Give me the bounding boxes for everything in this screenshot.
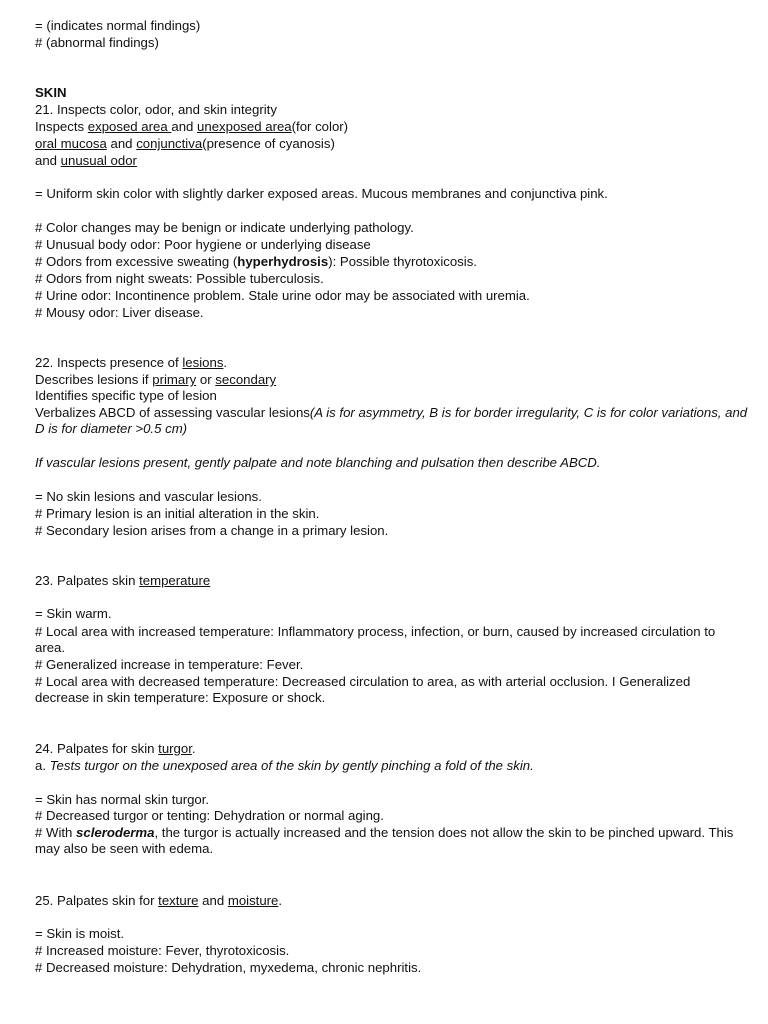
item-21-normal: = Uniform skin color with slightly darker exposed areas. Mucous membranes and conjunctiva pink. — [35, 186, 608, 201]
item-21-abnormal-5: # Urine odor: Incontinence problem. Stale urine odor may be associated with uremia. — [35, 288, 530, 303]
item-22-normal: = No skin lesions and vascular lesions. — [35, 489, 262, 504]
item-21-line-4: and unusual odor — [35, 153, 137, 168]
item-21-title: 21. Inspects color, odor, and skin integrity — [35, 102, 277, 117]
item-21-line-3: oral mucosa and conjunctiva(presence of cyanosis) — [35, 136, 335, 151]
item-24-abnormal-2: # With scleroderma, the turgor is actually increased and the tension does not allow the skin to be pinched upward. This may also be seen with edema. — [35, 825, 734, 856]
item-21-line-2: Inspects exposed area and unexposed area(for color) — [35, 119, 349, 134]
item-23-title: 23. Palpates skin temperature — [35, 573, 211, 588]
item-22-title: 22. Inspects presence of lesions. — [35, 355, 228, 370]
item-21-abnormal-2: # Unusual body odor: Poor hygiene or underlying disease — [35, 237, 371, 252]
item-22-line-2: Describes lesions if primary or secondary — [35, 372, 277, 387]
section-title: SKIN — [35, 85, 67, 100]
item-21-abnormal-4: # Odors from night sweats: Possible tuberculosis. — [35, 271, 324, 286]
item-21-abnormal-6: # Mousy odor: Liver disease. — [35, 305, 204, 320]
item-25-abnormal-1: # Increased moisture: Fever, thyrotoxicosis. — [35, 943, 290, 958]
item-23-abnormal-2: # Generalized increase in temperature: Fever. — [35, 657, 304, 672]
item-22-line-3: Identifies specific type of lesion — [35, 388, 217, 403]
item-24-abnormal-1: # Decreased turgor or tenting: Dehydration or normal aging. — [35, 808, 384, 823]
item-25-normal: = Skin is moist. — [35, 926, 125, 941]
item-22-line-4: Verbalizes ABCD of assessing vascular lesions(A is for asymmetry, B is for border irregularity, C is for color variations, and D is for diameter >0.5 cm) — [35, 405, 748, 436]
legend-normal: = (indicates normal findings) — [35, 18, 201, 33]
item-23-abnormal-3: # Local area with decreased temperature: Decreased circulation to area, as with arterial occlusion. I Generalized decrease in skin temperature: Exposure or shock. — [35, 674, 691, 705]
legend-abnormal: # (abnormal findings) — [35, 35, 159, 50]
item-22-note: If vascular lesions present, gently palpate and note blanching and pulsation then describe ABCD. — [35, 455, 601, 470]
item-24-step-a: a. Tests turgor on the unexposed area of the skin by gently pinching a fold of the skin. — [35, 758, 534, 773]
item-22-abnormal-1: # Primary lesion is an initial alteration in the skin. — [35, 506, 320, 521]
item-24-title: 24. Palpates for skin turgor. — [35, 741, 196, 756]
item-21-abnormal-1: # Color changes may be benign or indicate underlying pathology. — [35, 220, 414, 235]
item-23-normal: = Skin warm. — [35, 606, 112, 621]
item-25-abnormal-2: # Decreased moisture: Dehydration, myxedema, chronic nephritis. — [35, 960, 422, 975]
item-21-abnormal-3: # Odors from excessive sweating (hyperhydrosis): Possible thyrotoxicosis. — [35, 254, 477, 269]
item-24-normal: = Skin has normal skin turgor. — [35, 792, 210, 807]
item-25-title: 25. Palpates skin for texture and moisture. — [35, 893, 283, 908]
item-23-abnormal-1: # Local area with increased temperature: Inflammatory process, infection, or burn, caused by increased circulation to area. — [35, 624, 716, 655]
item-22-abnormal-2: # Secondary lesion arises from a change in a primary lesion. — [35, 523, 389, 538]
